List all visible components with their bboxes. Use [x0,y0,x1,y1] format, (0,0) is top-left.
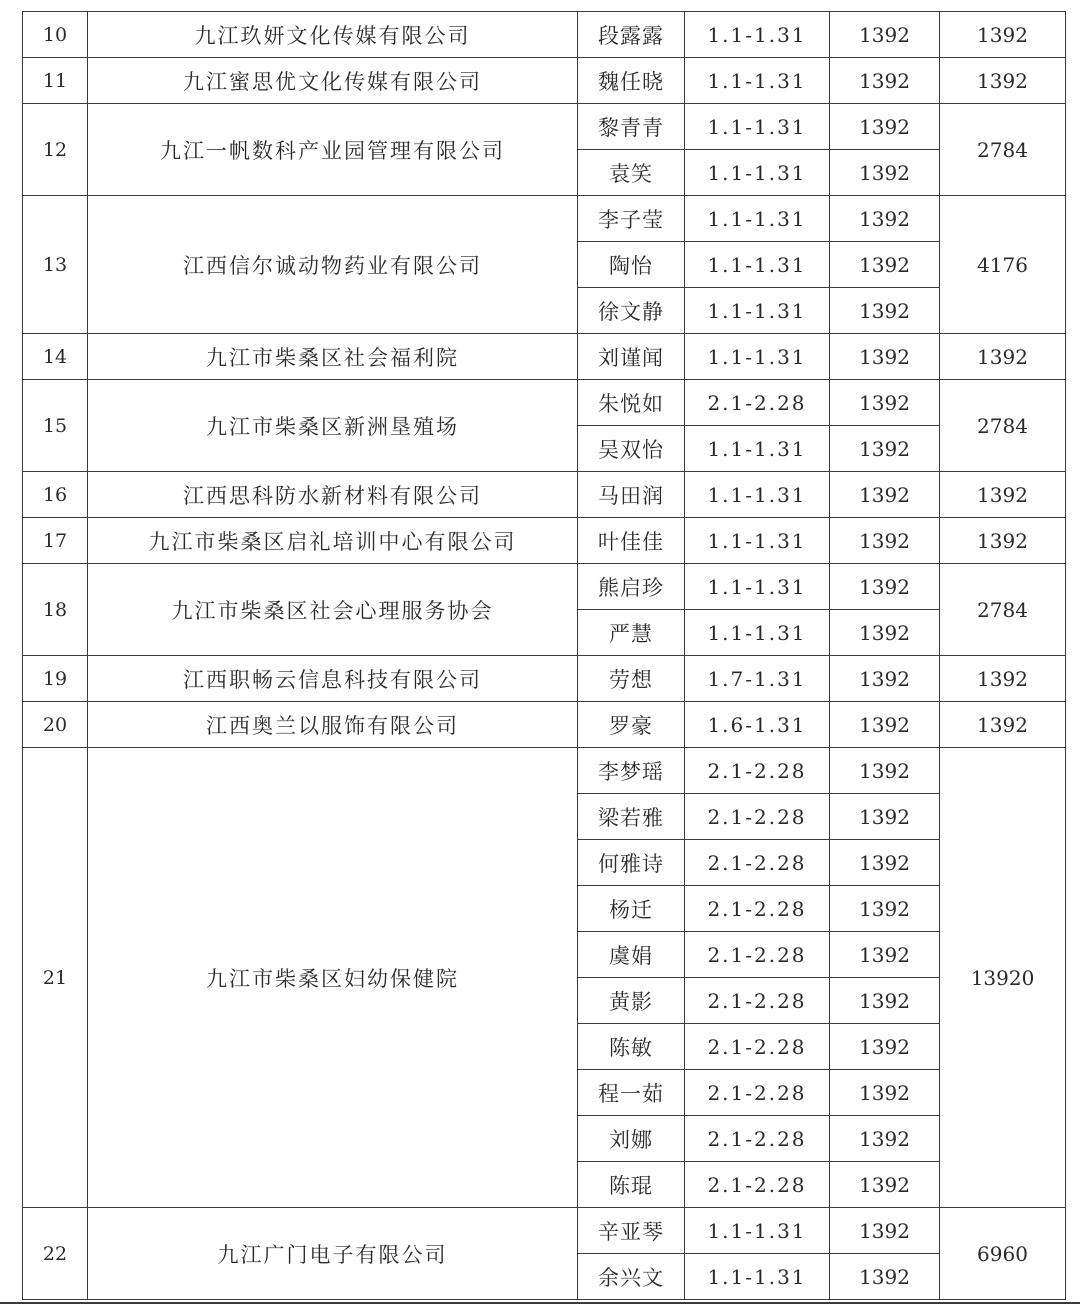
subsidy-amount: 1392 [830,886,940,932]
subsidy-period: 1.1-1.31 [685,242,830,288]
subsidy-amount: 1392 [830,840,940,886]
person-name: 余兴文 [578,1254,685,1300]
subsidy-amount: 1392 [830,242,940,288]
company-name: 九江市柴桑区社会心理服务协会 [88,564,578,656]
company-name: 江西信尔诚动物药业有限公司 [88,196,578,334]
person-name: 徐文静 [578,288,685,334]
company-name: 江西思科防水新材料有限公司 [88,472,578,518]
bottom-rule [0,1302,1080,1304]
company-total: 2784 [940,564,1066,656]
subsidy-period: 2.1-2.28 [685,1070,830,1116]
subsidy-period: 1.1-1.31 [685,426,830,472]
subsidy-amount: 1392 [830,1024,940,1070]
subsidy-period: 2.1-2.28 [685,794,830,840]
row-number: 18 [23,564,88,656]
subsidy-period: 1.1-1.31 [685,610,830,656]
person-name: 李子莹 [578,196,685,242]
subsidy-amount: 1392 [830,1116,940,1162]
company-name: 九江市柴桑区启礼培训中心有限公司 [88,518,578,564]
row-number: 19 [23,656,88,702]
subsidy-period: 1.1-1.31 [685,564,830,610]
table-row [23,104,1066,150]
subsidy-period: 2.1-2.28 [685,748,830,794]
subsidy-period: 1.1-1.31 [685,12,830,58]
subsidy-amount: 1392 [830,472,940,518]
subsidy-period: 2.1-2.28 [685,932,830,978]
person-name: 段露露 [578,12,685,58]
subsidy-amount: 1392 [830,610,940,656]
subsidy-period: 1.1-1.31 [685,150,830,196]
table-body [23,12,1066,1300]
subsidy-period: 1.1-1.31 [685,1208,830,1254]
subsidy-table-sheet [22,11,1065,1299]
subsidy-amount: 1392 [830,288,940,334]
company-total: 4176 [940,196,1066,334]
company-name: 九江市柴桑区妇幼保健院 [88,748,578,1208]
table-row [23,748,1066,794]
company-name: 九江市柴桑区社会福利院 [88,334,578,380]
subsidy-amount: 1392 [830,564,940,610]
row-number: 20 [23,702,88,748]
subsidy-amount: 1392 [830,794,940,840]
subsidy-table [22,11,1066,1300]
company-total: 2784 [940,380,1066,472]
company-name: 江西职畅云信息科技有限公司 [88,656,578,702]
person-name: 严慧 [578,610,685,656]
person-name: 罗豪 [578,702,685,748]
subsidy-period: 1.1-1.31 [685,196,830,242]
person-name: 陈敏 [578,1024,685,1070]
subsidy-amount: 1392 [830,978,940,1024]
company-total: 1392 [940,518,1066,564]
row-number: 13 [23,196,88,334]
subsidy-period: 2.1-2.28 [685,1162,830,1208]
person-name: 李梦瑶 [578,748,685,794]
subsidy-period: 1.1-1.31 [685,104,830,150]
person-name: 刘谨闻 [578,334,685,380]
person-name: 朱悦如 [578,380,685,426]
subsidy-amount: 1392 [830,380,940,426]
company-name: 九江一帆数科产业园管理有限公司 [88,104,578,196]
person-name: 杨迁 [578,886,685,932]
subsidy-amount: 1392 [830,196,940,242]
person-name: 辛亚琴 [578,1208,685,1254]
company-name: 九江蜜思优文化传媒有限公司 [88,58,578,104]
subsidy-amount: 1392 [830,150,940,196]
subsidy-period: 1.7-1.31 [685,656,830,702]
company-name: 江西奥兰以服饰有限公司 [88,702,578,748]
table-row [23,58,1066,104]
company-total: 1392 [940,656,1066,702]
subsidy-period: 2.1-2.28 [685,840,830,886]
subsidy-amount: 1392 [830,518,940,564]
row-number: 15 [23,380,88,472]
subsidy-period: 1.1-1.31 [685,58,830,104]
person-name: 何雅诗 [578,840,685,886]
company-name: 九江玖妍文化传媒有限公司 [88,12,578,58]
subsidy-period: 1.1-1.31 [685,518,830,564]
table-row [23,518,1066,564]
company-total: 1392 [940,702,1066,748]
company-total: 13920 [940,748,1066,1208]
row-number: 10 [23,12,88,58]
subsidy-amount: 1392 [830,1070,940,1116]
row-number: 17 [23,518,88,564]
row-number: 14 [23,334,88,380]
person-name: 黄影 [578,978,685,1024]
subsidy-period: 2.1-2.28 [685,1116,830,1162]
person-name: 黎青青 [578,104,685,150]
table-row [23,334,1066,380]
person-name: 袁笑 [578,150,685,196]
company-total: 6960 [940,1208,1066,1300]
subsidy-amount: 1392 [830,334,940,380]
person-name: 梁若雅 [578,794,685,840]
row-number: 22 [23,1208,88,1300]
subsidy-amount: 1392 [830,104,940,150]
person-name: 陶怡 [578,242,685,288]
subsidy-period: 1.1-1.31 [685,1254,830,1300]
company-total: 1392 [940,12,1066,58]
row-number: 12 [23,104,88,196]
person-name: 刘娜 [578,1116,685,1162]
subsidy-amount: 1392 [830,656,940,702]
person-name: 魏任晓 [578,58,685,104]
subsidy-amount: 1392 [830,426,940,472]
subsidy-amount: 1392 [830,1254,940,1300]
company-total: 1392 [940,334,1066,380]
subsidy-period: 2.1-2.28 [685,1024,830,1070]
table-row [23,702,1066,748]
company-name: 九江广门电子有限公司 [88,1208,578,1300]
subsidy-period: 1.6-1.31 [685,702,830,748]
subsidy-amount: 1392 [830,748,940,794]
person-name: 叶佳佳 [578,518,685,564]
subsidy-amount: 1392 [830,1162,940,1208]
table-row [23,656,1066,702]
subsidy-period: 1.1-1.31 [685,334,830,380]
person-name: 虞娟 [578,932,685,978]
person-name: 陈琨 [578,1162,685,1208]
company-total: 1392 [940,472,1066,518]
subsidy-amount: 1392 [830,58,940,104]
subsidy-period: 1.1-1.31 [685,288,830,334]
subsidy-period: 1.1-1.31 [685,472,830,518]
company-total: 2784 [940,104,1066,196]
subsidy-amount: 1392 [830,702,940,748]
table-row [23,12,1066,58]
table-row [23,380,1066,426]
table-row [23,196,1066,242]
subsidy-amount: 1392 [830,12,940,58]
table-row [23,564,1066,610]
person-name: 程一茹 [578,1070,685,1116]
subsidy-period: 2.1-2.28 [685,380,830,426]
subsidy-period: 2.1-2.28 [685,886,830,932]
person-name: 劳想 [578,656,685,702]
subsidy-amount: 1392 [830,1208,940,1254]
row-number: 21 [23,748,88,1208]
row-number: 11 [23,58,88,104]
company-total: 1392 [940,58,1066,104]
subsidy-period: 2.1-2.28 [685,978,830,1024]
row-number: 16 [23,472,88,518]
person-name: 熊启珍 [578,564,685,610]
table-row [23,1208,1066,1254]
subsidy-amount: 1392 [830,932,940,978]
table-row [23,472,1066,518]
person-name: 吴双怡 [578,426,685,472]
company-name: 九江市柴桑区新洲垦殖场 [88,380,578,472]
person-name: 马田润 [578,472,685,518]
